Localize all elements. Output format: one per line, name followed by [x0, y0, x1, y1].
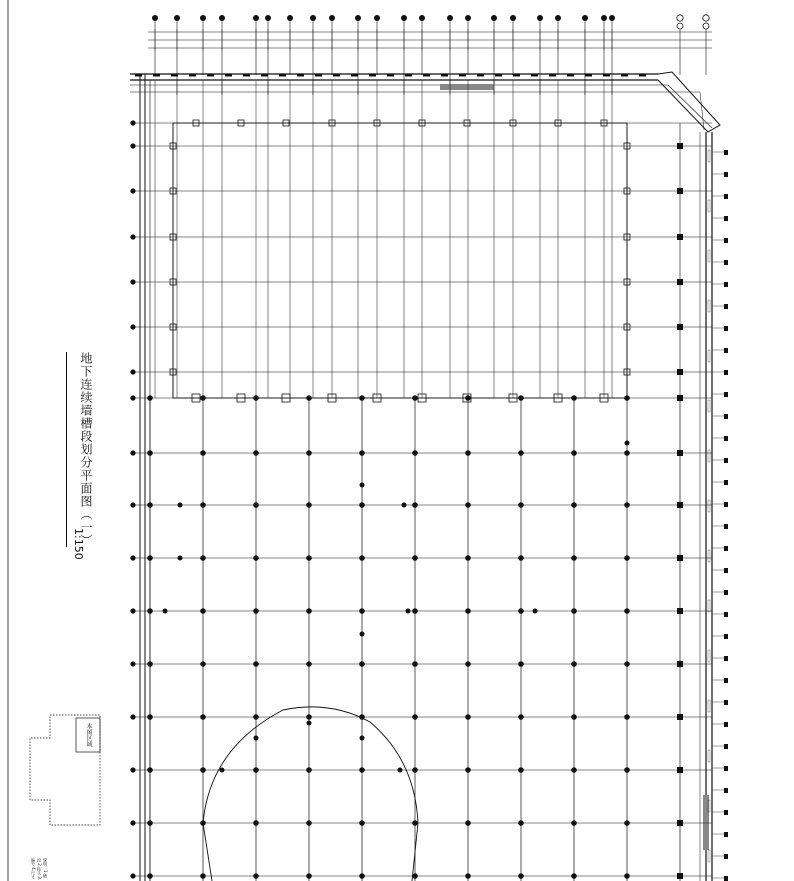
- column-dot-icon: [571, 820, 577, 826]
- column-dot-icon: [306, 661, 312, 667]
- wall-joint: [724, 480, 728, 485]
- axis-bubble-icon: [677, 23, 683, 29]
- column-dot-icon: [624, 608, 630, 614]
- column-dot-icon: [412, 450, 418, 456]
- drawing-title: 地下连续墙槽段划分平面图（一）: [66, 352, 95, 547]
- column-dot-icon: [200, 661, 206, 667]
- column-square-icon: [677, 502, 683, 508]
- column-dot-icon: [253, 873, 259, 879]
- column-dot-icon: [624, 555, 630, 561]
- column-dot-icon: [306, 820, 312, 826]
- wall-joint: [724, 436, 728, 441]
- column-dot-icon: [360, 632, 365, 637]
- panel-label-mark: [708, 650, 710, 662]
- column-dot-icon: [306, 555, 312, 561]
- column-dot-icon: [412, 714, 418, 720]
- wall-joint: [724, 150, 728, 155]
- column-dot-icon: [518, 714, 524, 720]
- column-dot-icon: [359, 661, 365, 667]
- drawing-notes: 说明：1.槽段 2.接头 3.编号 4.尺寸: [31, 858, 48, 881]
- column-dot-icon: [147, 608, 153, 614]
- column-dot-icon: [147, 714, 153, 720]
- panel-label-mark: [708, 750, 710, 762]
- wall-joint: [297, 74, 304, 77]
- column-dot-icon: [307, 721, 312, 726]
- column-square-icon: [677, 395, 683, 401]
- axis-bubble-icon: [219, 15, 225, 21]
- column-dot-icon: [518, 767, 524, 773]
- axis-bubble-icon: [401, 15, 407, 21]
- wall-joint: [405, 74, 412, 77]
- column-dot-icon: [412, 395, 418, 401]
- wall-joint: [724, 744, 728, 749]
- column-square-icon: [677, 555, 683, 561]
- wall-joint: [243, 74, 250, 77]
- wall-joint: [724, 854, 728, 859]
- column-dot-icon: [200, 395, 206, 401]
- column-dot-icon: [147, 502, 153, 508]
- column-dot-icon: [200, 450, 206, 456]
- column-dot-icon: [518, 661, 524, 667]
- column-dot-icon: [306, 395, 312, 401]
- column-square-icon: [677, 279, 683, 285]
- wall-joint: [724, 172, 728, 177]
- axis-bubble-icon: [677, 15, 683, 21]
- wall-joint: [531, 74, 538, 77]
- column-dot-icon: [306, 450, 312, 456]
- drawing-scale: 1:150: [72, 528, 85, 560]
- column-dot-icon: [253, 820, 259, 826]
- wall-joint: [549, 74, 556, 77]
- wall-joint: [724, 810, 728, 815]
- column-dot-icon: [624, 502, 630, 508]
- wall-joint: [279, 74, 286, 77]
- wall-joint: [724, 634, 728, 639]
- wall-joint: [189, 74, 196, 77]
- wall-joint: [724, 766, 728, 771]
- column-square-icon: [677, 324, 683, 330]
- column-dot-icon: [465, 767, 471, 773]
- column-dot-icon: [359, 608, 365, 614]
- axis-bubble-icon: [703, 23, 709, 29]
- wall-joint: [724, 700, 728, 705]
- wall-joint: [207, 74, 214, 77]
- column-dot-icon: [147, 395, 153, 401]
- panel-label-mark: [708, 600, 710, 612]
- column-dot-icon: [147, 820, 153, 826]
- axis-bubble-icon: [609, 15, 615, 21]
- wall-joint: [724, 414, 728, 419]
- column-dot-icon: [359, 767, 365, 773]
- column-dot-icon: [571, 873, 577, 879]
- panel-label-mark: [708, 700, 710, 712]
- column-dot-icon: [200, 555, 206, 561]
- panel-label-mark: [708, 850, 710, 862]
- column-dot-icon: [624, 767, 630, 773]
- column-dot-icon: [359, 820, 365, 826]
- column-square-icon: [677, 873, 683, 879]
- column-square-icon: [677, 143, 683, 149]
- column-dot-icon: [147, 661, 153, 667]
- column-dot-icon: [147, 873, 153, 879]
- wall-joint: [724, 370, 728, 375]
- axis-bubble-icon: [555, 15, 561, 21]
- column-dot-icon: [253, 661, 259, 667]
- column-dot-icon: [571, 395, 577, 401]
- wall-joint: [315, 74, 322, 77]
- column-dot-icon: [624, 661, 630, 667]
- column-dot-icon: [178, 503, 183, 508]
- column-dot-icon: [571, 555, 577, 561]
- wall-joint: [724, 568, 728, 573]
- axis-bubble-icon: [510, 15, 516, 21]
- column-dot-icon: [571, 714, 577, 720]
- axis-bubble-icon: [174, 15, 180, 21]
- column-dot-icon: [465, 502, 471, 508]
- column-dot-icon: [518, 873, 524, 879]
- column-dot-icon: [412, 502, 418, 508]
- wall-joint: [351, 74, 358, 77]
- column-dot-icon: [253, 395, 259, 401]
- wall-joint: [477, 74, 484, 77]
- column-dot-icon: [518, 608, 524, 614]
- column-dot-icon: [406, 609, 411, 614]
- column-dot-icon: [306, 502, 312, 508]
- column-dot-icon: [624, 395, 630, 401]
- column-dot-icon: [412, 555, 418, 561]
- column-dot-icon: [518, 502, 524, 508]
- tunnel-outline: [203, 707, 418, 881]
- panel-label-mark: [708, 550, 710, 562]
- column-dot-icon: [412, 820, 418, 826]
- column-dot-icon: [253, 555, 259, 561]
- column-dot-icon: [254, 715, 259, 720]
- column-dot-icon: [253, 502, 259, 508]
- column-dot-icon: [624, 450, 630, 456]
- column-dot-icon: [571, 661, 577, 667]
- column-dot-icon: [465, 714, 471, 720]
- column-square-icon: [677, 661, 683, 667]
- column-dot-icon: [624, 714, 630, 720]
- wall-joint: [567, 74, 574, 77]
- wall-joint: [724, 458, 728, 463]
- column-square-icon: [677, 188, 683, 194]
- wall-joint: [441, 74, 448, 77]
- axis-bubble-icon: [374, 15, 380, 21]
- column-dot-icon: [359, 873, 365, 879]
- axis-bubble-icon: [310, 15, 316, 21]
- column-square-icon: [677, 820, 683, 826]
- wall-joint: [333, 74, 340, 77]
- column-dot-icon: [398, 768, 403, 773]
- wall-joint: [724, 348, 728, 353]
- wall-joint: [261, 74, 268, 77]
- column-dot-icon: [412, 661, 418, 667]
- column-dot-icon: [624, 873, 630, 879]
- column-dot-icon: [359, 502, 365, 508]
- wall-joint: [387, 74, 394, 77]
- wall-joint: [724, 392, 728, 397]
- wall-joint: [603, 74, 610, 77]
- wall-joint: [724, 590, 728, 595]
- column-dot-icon: [625, 441, 630, 446]
- wall-joint: [724, 260, 728, 265]
- wall-joint: [724, 282, 728, 287]
- axis-bubble-icon: [265, 15, 271, 21]
- column-dot-icon: [359, 450, 365, 456]
- wall-joint: [621, 74, 628, 77]
- column-dot-icon: [147, 450, 153, 456]
- column-dot-icon: [200, 608, 206, 614]
- column-dot-icon: [147, 555, 153, 561]
- column-dot-icon: [571, 608, 577, 614]
- column-dot-icon: [147, 767, 153, 773]
- column-dot-icon: [624, 820, 630, 826]
- column-dot-icon: [465, 661, 471, 667]
- column-dot-icon: [518, 395, 524, 401]
- column-dot-icon: [178, 556, 183, 561]
- panel-label-mark: [708, 400, 710, 412]
- wall-joint: [724, 832, 728, 837]
- column-dot-icon: [254, 736, 259, 741]
- column-dot-icon: [253, 608, 259, 614]
- column-dot-icon: [306, 714, 312, 720]
- wall-joint: [724, 216, 728, 221]
- column-dot-icon: [533, 609, 538, 614]
- column-dot-icon: [465, 608, 471, 614]
- column-square-icon: [677, 767, 683, 773]
- panel-label-mark: [708, 150, 710, 162]
- column-dot-icon: [518, 820, 524, 826]
- wall-joint: [724, 524, 728, 529]
- panel-label-mark: [708, 300, 710, 312]
- column-square-icon: [677, 234, 683, 240]
- column-dot-icon: [412, 608, 418, 614]
- column-dot-icon: [571, 767, 577, 773]
- wall-joint: [724, 788, 728, 793]
- column-dot-icon: [360, 736, 365, 741]
- panel-label-mark: [708, 350, 710, 362]
- wall-joint: [423, 74, 430, 77]
- column-dot-icon: [402, 503, 407, 508]
- column-dot-icon: [465, 820, 471, 826]
- wall-joint: [135, 74, 142, 77]
- panel-label-mark: [708, 250, 710, 262]
- column-dot-icon: [412, 767, 418, 773]
- column-dot-icon: [518, 555, 524, 561]
- column-dot-icon: [571, 502, 577, 508]
- axis-bubble-icon: [253, 15, 259, 21]
- column-dot-icon: [518, 450, 524, 456]
- panel-label-mark: [708, 450, 710, 462]
- wall-joint: [495, 74, 502, 77]
- wall-joint: [724, 722, 728, 727]
- column-dot-icon: [306, 767, 312, 773]
- upper-frame: [173, 123, 627, 398]
- wall-joint: [724, 678, 728, 683]
- wall-joint: [724, 612, 728, 617]
- column-dot-icon: [200, 714, 206, 720]
- axis-bubble-icon: [703, 15, 709, 21]
- wall-joint: [369, 74, 376, 77]
- axis-bubble-icon: [152, 15, 158, 21]
- column-dot-icon: [359, 555, 365, 561]
- wall-joint: [724, 546, 728, 551]
- column-square-icon: [677, 369, 683, 375]
- column-dot-icon: [163, 609, 168, 614]
- wall-joint: [153, 74, 160, 77]
- wall-joint: [724, 238, 728, 243]
- column-dot-icon: [220, 768, 225, 773]
- column-dot-icon: [306, 873, 312, 879]
- wall-joint: [724, 876, 728, 881]
- column-dot-icon: [359, 395, 365, 401]
- column-square-icon: [677, 450, 683, 456]
- column-dot-icon: [360, 483, 365, 488]
- wall-panel-highlight: [440, 84, 494, 90]
- axis-bubble-icon: [537, 15, 543, 21]
- wall-joint: [513, 74, 520, 77]
- column-square-icon: [677, 608, 683, 614]
- axis-bubble-icon: [491, 15, 497, 21]
- wall-joint: [724, 656, 728, 661]
- column-dot-icon: [465, 450, 471, 456]
- axis-bubble-icon: [329, 15, 335, 21]
- wall-joint: [459, 74, 466, 77]
- wall-joint: [171, 74, 178, 77]
- column-dot-icon: [200, 767, 206, 773]
- wall-joint: [724, 502, 728, 507]
- key-plan-label: 本图区域: [85, 723, 92, 747]
- axis-bubble-icon: [200, 15, 206, 21]
- column-dot-icon: [465, 873, 471, 879]
- axis-bubble-icon: [582, 15, 588, 21]
- axis-bubble-icon: [601, 15, 607, 21]
- axis-bubble-icon: [355, 15, 361, 21]
- column-dot-icon: [200, 502, 206, 508]
- column-square-icon: [677, 714, 683, 720]
- column-dot-icon: [465, 555, 471, 561]
- wall-joint: [724, 194, 728, 199]
- panel-label-mark: [708, 500, 710, 512]
- column-dot-icon: [465, 395, 471, 401]
- column-dot-icon: [253, 767, 259, 773]
- column-dot-icon: [571, 450, 577, 456]
- column-dot-icon: [200, 873, 206, 879]
- column-dot-icon: [253, 450, 259, 456]
- axis-bubble-icon: [465, 15, 471, 21]
- axis-bubble-icon: [287, 15, 293, 21]
- wall-joint: [724, 326, 728, 331]
- axis-bubble-icon: [447, 15, 453, 21]
- wall-joint: [225, 74, 232, 77]
- column-dot-icon: [306, 608, 312, 614]
- panel-label-mark: [708, 200, 710, 212]
- wall-joint: [724, 304, 728, 309]
- axis-bubble-icon: [419, 15, 425, 21]
- wall-joint: [585, 74, 592, 77]
- wall-joint: [639, 74, 646, 77]
